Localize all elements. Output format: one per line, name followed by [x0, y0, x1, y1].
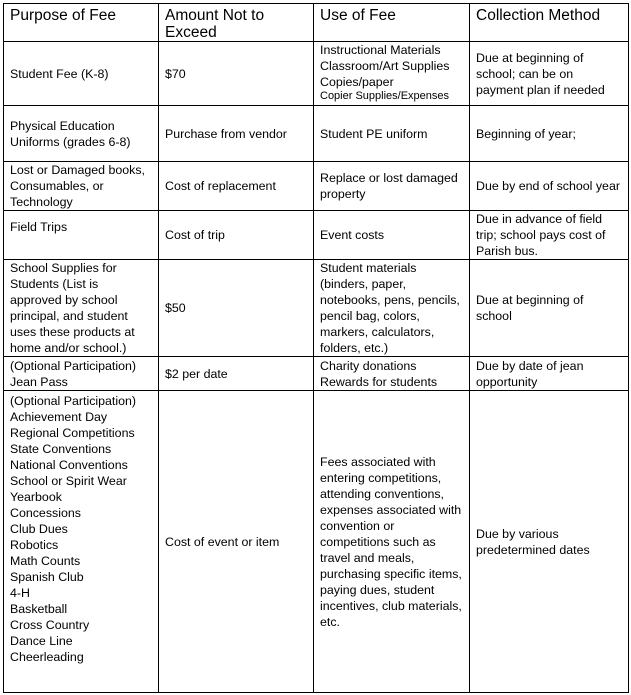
- use-cell: Fees associated with entering competitions, attending conventions, expenses associated with convention or competitions such as travel and meals, purchasing specific items, paying dues, student incentives, club materials, etc.: [314, 391, 470, 693]
- amount-cell: $2 per date: [159, 357, 314, 391]
- purpose-line: 4-H: [10, 586, 30, 600]
- method-cell: Due in advance of field trip; school pays cost of Parish bus.: [470, 211, 629, 260]
- amount-cell: Cost of replacement: [159, 162, 314, 211]
- purpose-line: State Conventions: [10, 442, 112, 456]
- method-cell: Beginning of year;: [470, 106, 629, 162]
- method-cell: Due by various predetermined dates: [470, 391, 629, 693]
- use-line: Copies/paper: [320, 75, 394, 89]
- method-cell: Due by end of school year: [470, 162, 629, 211]
- purpose-line: National Conventions: [10, 458, 128, 472]
- fee-table: [3, 3, 629, 693]
- amount-cell: $70: [159, 42, 314, 106]
- amount-cell: $50: [159, 260, 314, 357]
- purpose-line: Yearbook: [10, 490, 62, 504]
- table-row: [4, 42, 629, 106]
- purpose-line: Robotics: [10, 538, 59, 552]
- amount-cell: Purchase from vendor: [159, 106, 314, 162]
- purpose-line: Cheerleading: [10, 650, 84, 664]
- use-cell: [314, 357, 470, 391]
- purpose-line: Cross Country: [10, 618, 90, 632]
- purpose-line: Concessions: [10, 506, 81, 520]
- use-cell: Student materials (binders, paper, notebooks, pens, pencils, pencil bag, colors, markers, calculators, folders, etc.): [314, 260, 470, 357]
- method-cell: Due by date of jean opportunity: [470, 357, 629, 391]
- table-row: [4, 106, 629, 162]
- purpose-line: Spanish Club: [10, 570, 84, 584]
- use-line: Rewards for students: [320, 374, 438, 389]
- purpose-cell: Lost or Damaged books, Consumables, or Technology: [4, 162, 159, 211]
- purpose-line: School or Spirit Wear: [10, 474, 127, 488]
- use-line: Charity donations: [320, 358, 417, 373]
- header-use: Use of Fee: [314, 4, 470, 42]
- table-row: [4, 260, 629, 357]
- purpose-line: Achievement Day: [10, 410, 108, 424]
- use-line: Instructional Materials: [320, 43, 441, 57]
- purpose-line: Basketball: [10, 602, 68, 616]
- use-cell: Event costs: [314, 211, 470, 260]
- header-purpose: Purpose of Fee: [4, 4, 159, 42]
- header-amount: Amount Not to Exceed: [159, 4, 314, 42]
- table-row: [4, 211, 629, 260]
- method-cell: Due at beginning of school: [470, 260, 629, 357]
- purpose-cell: (Optional Participation) Jean Pass: [4, 357, 159, 391]
- amount-cell: Cost of event or item: [159, 391, 314, 693]
- purpose-line: Math Counts: [10, 554, 81, 568]
- use-cell: Replace or lost damaged property: [314, 162, 470, 211]
- use-line: Copier Supplies/Expenses: [320, 90, 450, 102]
- purpose-cell: School Supplies for Students (List is approved by school principal, and student uses these products at home and/or school.): [4, 260, 159, 357]
- purpose-line: Club Dues: [10, 522, 68, 536]
- header-row: [4, 4, 629, 42]
- purpose-line: Regional Competitions: [10, 426, 135, 440]
- purpose-line: Dance Line: [10, 634, 73, 648]
- method-cell: Due at beginning of school; can be on payment plan if needed: [470, 42, 629, 106]
- amount-cell: Cost of trip: [159, 211, 314, 260]
- use-cell: [314, 42, 470, 106]
- use-line: Classroom/Art Supplies: [320, 59, 450, 73]
- purpose-cell: Field Trips: [4, 211, 159, 260]
- header-method: Collection Method: [470, 4, 629, 42]
- purpose-cell: Physical Education Uniforms (grades 6-8): [4, 106, 159, 162]
- use-cell: Student PE uniform: [314, 106, 470, 162]
- purpose-cell: Student Fee (K-8): [4, 42, 159, 106]
- table-row: [4, 357, 629, 391]
- table-row: [4, 391, 629, 693]
- table-row: [4, 162, 629, 211]
- purpose-cell: [4, 391, 159, 693]
- purpose-line: (Optional Participation): [10, 394, 137, 408]
